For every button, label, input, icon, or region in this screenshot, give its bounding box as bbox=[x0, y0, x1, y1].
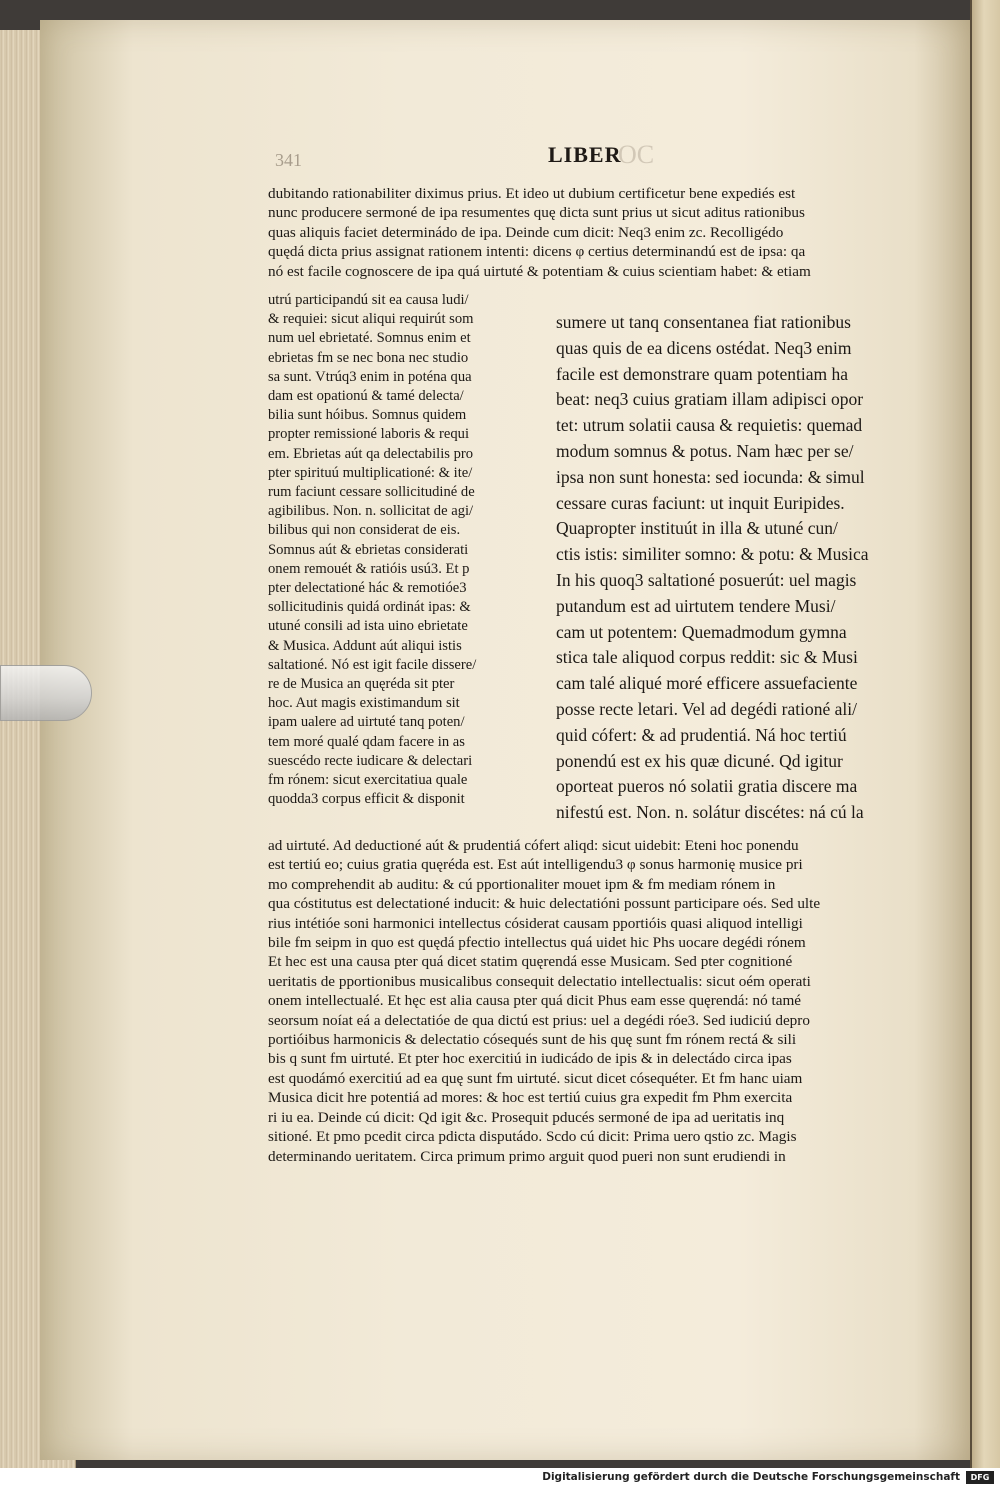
text-line: putandum est ad uirtutem tendere Musi/ bbox=[556, 595, 836, 616]
text-line: ponendú est ex his quæ dicuné. Qd igitur bbox=[556, 750, 843, 771]
text-line: facile est demonstrare quam potentiam ha bbox=[556, 363, 849, 384]
text-line: utrú participandú sit ea causa ludi/ bbox=[268, 292, 469, 308]
text-line: sitioné. Et pmo pcedit circa pdicta disputádo. Scdo cú dicit: Prima uero qstio zc. Magis bbox=[268, 1128, 797, 1146]
funding-credit: Digitalisierung gefördert durch die Deutsche Forschungsgemeinschaft bbox=[542, 1471, 960, 1483]
text-line: est quodámó exercitiú ad ea quę sunt fm uirtuté. sicut dicet cósequéter. Et fm hanc uiam bbox=[268, 1069, 803, 1087]
text-line: Quapropter instituút in illa & utuné cun/ bbox=[556, 518, 838, 539]
text-line: ad uirtuté. Ad deductioné aút & prudentiá cófert aliqd: sicut uidebit: Eteni hoc ponendu bbox=[268, 837, 799, 854]
text-line: sollicitudinis quidá ordinát ipas: & bbox=[268, 599, 471, 616]
text-line: saltationé. Nó est igit facile dissere/ bbox=[268, 656, 477, 673]
bleed-through-text: OC bbox=[618, 140, 655, 169]
text-line: seorsum noíat eá a delectatióe de qua dictú est prius: uel a degédi róe3. Sed iudiciú depro bbox=[268, 1011, 810, 1029]
text-line: Et hec est una causa pter quá dicet statim quęrendá esse Musicam. Sed pter cognitioné bbox=[268, 953, 793, 971]
top-text-block bbox=[268, 184, 923, 281]
text-line: ebrietas fm se nec bona nec studio bbox=[268, 349, 469, 366]
text-line: hoc. Aut magis existimandum sit bbox=[268, 695, 460, 712]
text-line: posse recte letari. Vel ad degédi rationé ali/ bbox=[556, 698, 857, 719]
text-line: quas aliquis faciet determinádo de ipa. Deinde cum dicit: Neq3 enim zc. Recolligédo bbox=[268, 223, 784, 241]
text-line: ctis istis: similiter somno: & potu: & Musica bbox=[556, 544, 869, 565]
text-line: utuné consili ad ista uino ebrietate bbox=[268, 618, 468, 635]
text-line: oporteat pueros nó solatii gratia discere ma bbox=[556, 776, 858, 797]
text-line: pter spirituú multiplicationé: & ite/ bbox=[268, 464, 473, 481]
main-text-column bbox=[556, 310, 921, 826]
book-cover-edge bbox=[970, 0, 1000, 1468]
text-line: re de Musica an quęréda sit pter bbox=[268, 676, 455, 693]
text-line: rius intétióe soni harmonici intellectus cósiderat causam pportióis quasi aliquod intelligi bbox=[268, 914, 803, 932]
text-line: & requiei: sicut aliqui requirút som bbox=[268, 311, 474, 328]
text-line: suescédo recte iudicare & delectari bbox=[268, 752, 473, 769]
text-line: est tertiú eo; cuius gratia quęréda est. Est aút intelligendu3 φ sonus harmonię musice pri bbox=[268, 856, 803, 874]
text-line: pter delectationé hác & remotióe3 bbox=[268, 580, 467, 597]
text-line: ri iu ea. Deinde cú dicit: Qd igit &c. Prosequit pducés sermoné de ipa ad ueritatis inq bbox=[268, 1108, 785, 1126]
text-line: Musica dicit hre potentiá ad mores: & hoc est tertiú cuius gra expedit fm Phm exercita bbox=[268, 1089, 793, 1107]
text-line: bis q sunt fm uirtuté. Et pter hoc exercitiú in iudicádo de ipis & in delectádo circa ipas bbox=[268, 1050, 792, 1068]
text-line: cam ut potentem: Quemadmodum gymna bbox=[556, 621, 847, 642]
bottom-text-block bbox=[268, 836, 923, 1166]
text-line: ueritatis de pportionibus musicalibus consequit delectatio intellectualis: sicut oém operati bbox=[268, 972, 811, 990]
text-line: quodda3 corpus efficit & disponit bbox=[268, 791, 465, 808]
footer-bar bbox=[0, 1468, 1000, 1489]
text-line: propter remissioné laboris & requi bbox=[268, 426, 470, 443]
text-line: bilia sunt hóibus. Somnus quidem bbox=[268, 407, 467, 424]
text-line: mo comprehendit ab auditu: & cú pportionaliter mouet ipm & fm mediam rónem in bbox=[268, 875, 776, 893]
text-line: determinando ueritatem. Circa primum primo arguit quod pueri non sunt erudiendi in bbox=[268, 1147, 786, 1165]
text-line: bilibus qui non considerat de eis. bbox=[268, 522, 461, 539]
text-line: qua cóstitutus est delectationé inducit: & huic delectatióni possunt participare oés. Sed ulte bbox=[268, 895, 821, 913]
text-line: nó est facile cognoscere de ipa quá uirtuté & potentiam & cuius scientiam habet: & etiam bbox=[268, 262, 811, 280]
text-line: sumere ut tanq consentanea fiat rationibus bbox=[556, 312, 851, 332]
text-line: dubitando rationabiliter diximus prius. Et ideo ut dubium certificetur bene expediés est bbox=[268, 185, 796, 202]
text-line: num uel ebrietaté. Somnus enim et bbox=[268, 330, 471, 347]
text-line: agibilibus. Non. n. sollicitat de agi/ bbox=[268, 503, 474, 520]
text-line: In his quoq3 saltationé posuerút: uel magis bbox=[556, 569, 857, 590]
text-line: onem intellectualé. Et hęc est alia causa pter quá dicit Phus eam esse quęrendá: nó tamé bbox=[268, 992, 802, 1010]
text-line: tet: utrum solatii causa & requietis: quemad bbox=[556, 415, 863, 436]
text-line: & Musica. Addunt aút aliqui istis bbox=[268, 637, 462, 654]
text-line: dam est opationú & tamé delecta/ bbox=[268, 388, 464, 405]
text-line: tem moré qualé qdam facere in as bbox=[268, 733, 465, 750]
text-line: modum somnus & potus. Nam hæc per se/ bbox=[556, 440, 854, 461]
text-line: stica tale aliquod corpus reddit: sic & Musi bbox=[556, 647, 858, 668]
text-line: quid cófert: & ad prudentiá. Ná hoc tertiú bbox=[556, 724, 847, 745]
text-line: portióibus harmonicis & delectatio cósequés sunt de his quę sunt fm rónem rectá & sili bbox=[268, 1031, 797, 1049]
text-line: quędá dicta prius assignat rationem intenti: dicens φ certius determinandú est de ipsa: qa bbox=[268, 243, 806, 261]
folio-number: 341 bbox=[275, 150, 302, 170]
text-line: bile fm seipm in quo est quędá pfectio intellectus quá uidet hic Phs uocare degédi rónem bbox=[268, 934, 806, 952]
text-line: Somnus aút & ebrietas considerati bbox=[268, 541, 469, 558]
text-line: onem remouét & ratióis usú3. Et p bbox=[268, 560, 470, 577]
text-line: sa sunt. Vtrúq3 enim in poténa qua bbox=[268, 368, 472, 385]
text-line: nifestú est. Non. n. solátur discétes: ná cú la bbox=[556, 802, 864, 823]
text-line: cessare curas faciunt: ut inquit Euripides. bbox=[556, 492, 845, 513]
text-line: quas quis de ea dicens ostédat. Neq3 enim bbox=[556, 337, 852, 358]
text-line: fm rónem: sicut exercitatiua quale bbox=[268, 772, 468, 789]
text-line: em. Ebrietas aút qa delectabilis pro bbox=[268, 445, 474, 462]
text-line: nunc producere sermoné de ipa resumentes quę dicta sunt prius ut sicut aditus rationibus bbox=[268, 204, 805, 222]
text-line: cam talé aliqué moré efficere assuefaciente bbox=[556, 673, 858, 694]
text-line: ipam ualere ad uirtuté tanq poten/ bbox=[268, 714, 465, 731]
dfg-logo-icon: DFG bbox=[966, 1471, 994, 1484]
text-line: beat: neq3 cuius gratiam illam adipisci opor bbox=[556, 389, 864, 410]
commentary-column bbox=[268, 291, 538, 809]
running-head: LIBER bbox=[548, 142, 622, 167]
page-clip bbox=[0, 665, 92, 721]
text-line: ipsa non sunt honesta: sed iocunda: & simul bbox=[556, 466, 865, 487]
text-line: rum faciunt cessare sollicitudiné de bbox=[268, 484, 475, 501]
